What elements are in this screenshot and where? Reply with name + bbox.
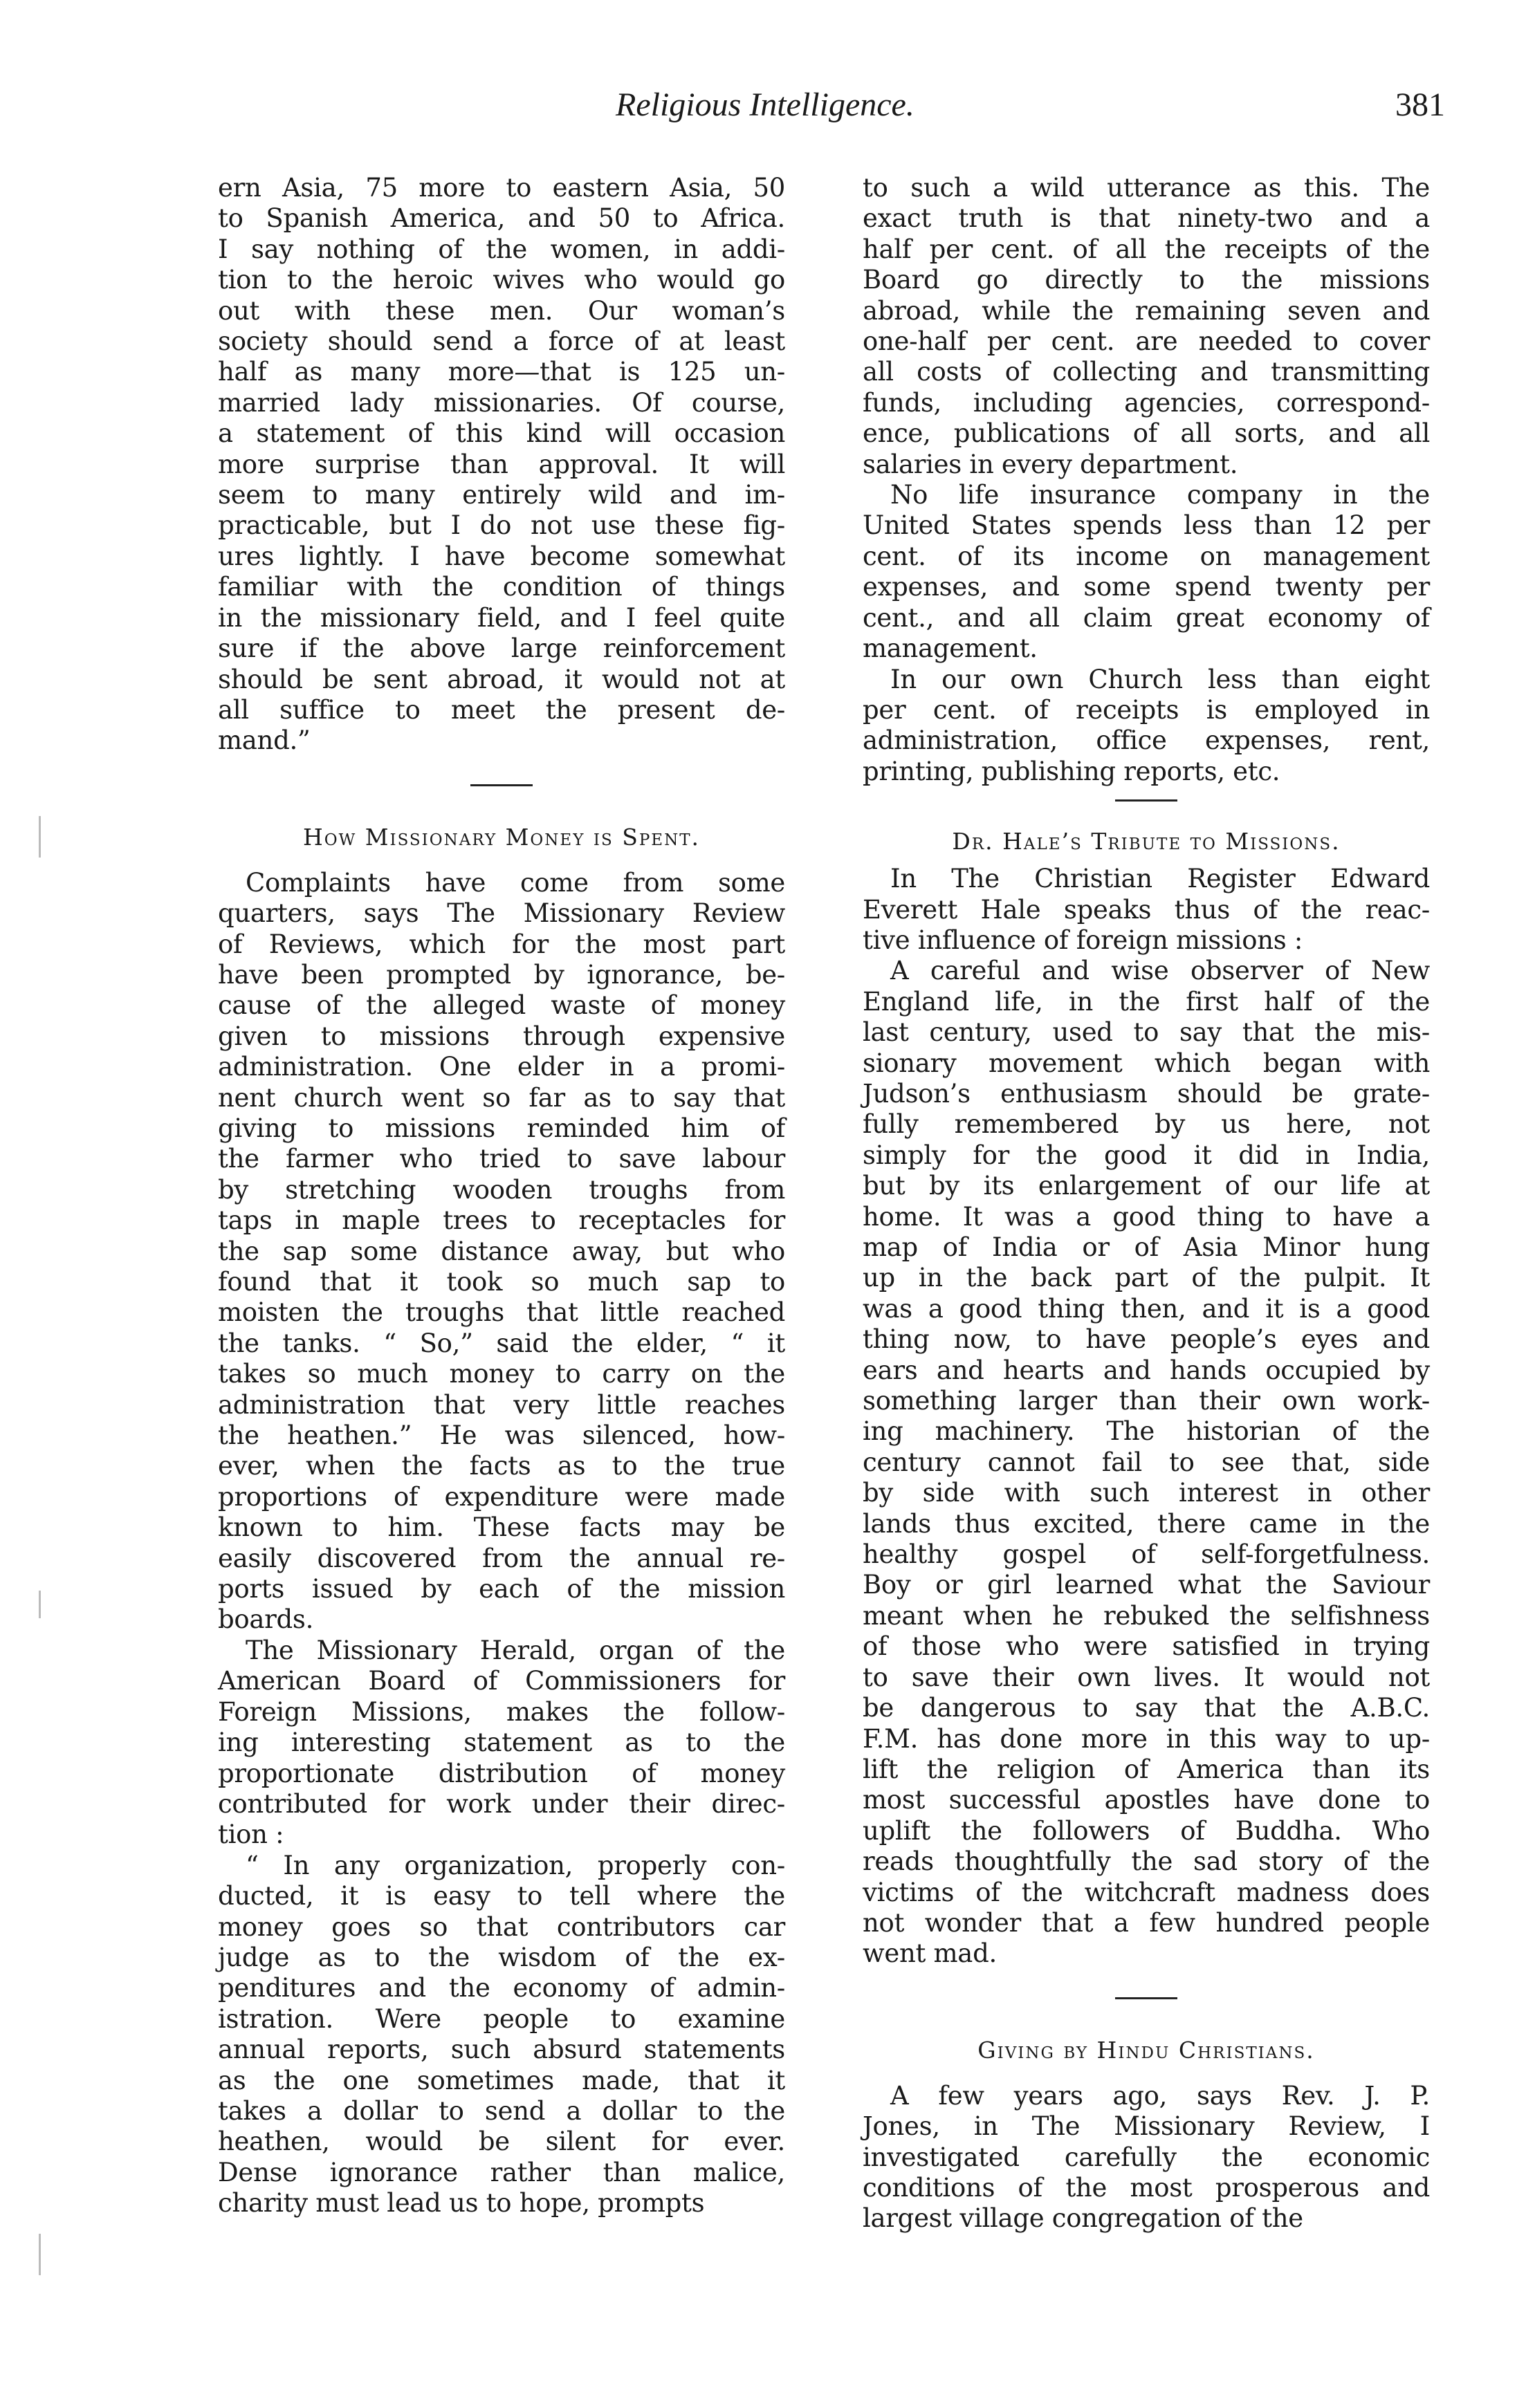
text-line: practicable, but I do not use these fig- xyxy=(218,510,785,541)
text-line: abroad, while the remaining seven and xyxy=(863,295,1430,326)
text-line: salaries in every department. xyxy=(863,449,1238,479)
text-line: I say nothing of the women, in addi- xyxy=(218,234,785,264)
text-line: sure if the above large reinforcement xyxy=(218,633,785,664)
text-line: United States spends less than 12 per xyxy=(863,510,1430,541)
text-line: charity must lead us to hope, prompts xyxy=(218,2188,705,2219)
text-line: tion to the heroic wives who would go xyxy=(218,265,785,295)
text-line: was a good thing then, and it is a good xyxy=(863,1293,1430,1324)
right-column xyxy=(863,173,1430,2234)
text-line: familiar with the condition of things xyxy=(218,572,785,602)
text-line: In our own Church less than eight xyxy=(890,664,1430,694)
page-number: 381 xyxy=(1395,86,1445,123)
text-line: nent church went so far as to say that xyxy=(218,1082,785,1113)
paragraph xyxy=(863,173,1430,480)
text-line: last century, used to say that the mis- xyxy=(863,1017,1430,1048)
text-line: ever, when the facts as to the true xyxy=(218,1451,785,1481)
text-line: ence, publications of all sorts, and all xyxy=(863,418,1430,449)
text-line: istration. Were people to examine xyxy=(218,2003,785,2034)
text-line: the tanks. “ So,” said the elder, “ it xyxy=(218,1328,785,1358)
text-line: conditions of the most prosperous and xyxy=(863,2172,1430,2203)
text-line: exact truth is that ninety-two and a xyxy=(863,203,1430,234)
text-line: be dangerous to say that the A.B.C. xyxy=(863,1693,1430,1723)
section-divider xyxy=(1115,1997,1177,1999)
text-line: penditures and the economy of admin- xyxy=(218,1973,785,2003)
text-line: lift the religion of America than its xyxy=(863,1754,1430,1784)
text-line: ing machinery. The historian of the xyxy=(863,1416,1430,1447)
scan-edge-mark xyxy=(39,816,41,858)
text-line: tive influence of foreign missions : xyxy=(863,925,1303,955)
text-line: of those who were satisfied in trying xyxy=(863,1631,1430,1662)
text-line: simply for the good it did in India, xyxy=(863,1140,1430,1170)
text-line: judge as to the wisdom of the ex- xyxy=(218,1942,785,1972)
text-line: money goes so that contributors car xyxy=(218,1911,785,1942)
text-line: takes a dollar to send a dollar to the xyxy=(218,2095,785,2126)
text-line: ern Asia, 75 more to eastern Asia, 50 xyxy=(218,173,785,203)
text-line: uplift the followers of Buddha. Who xyxy=(863,1815,1430,1846)
text-line: in the missionary field, and I feel quite xyxy=(218,602,785,633)
text-line: found that it took so much sap to xyxy=(218,1267,785,1297)
text-line: cent. of its income on management xyxy=(863,541,1430,571)
text-line: administration, office expenses, rent, xyxy=(863,725,1430,756)
text-line: healthy gospel of self-forgetfulness. xyxy=(863,1539,1430,1570)
text-line: lands thus excited, there came in the xyxy=(863,1508,1430,1539)
text-line: The Missionary Herald, organ of the xyxy=(246,1635,785,1665)
text-line: investigated carefully the economic xyxy=(863,2142,1430,2172)
section-divider xyxy=(470,784,533,786)
text-line: boards. xyxy=(218,1604,314,1635)
text-line: ures lightly. I have become somewhat xyxy=(218,541,785,571)
text-line: mand.” xyxy=(218,725,311,756)
text-line: F.M. has done more in this way to up- xyxy=(863,1723,1430,1754)
text-line: to such a wild utterance as this. The xyxy=(863,173,1430,203)
left-column xyxy=(218,173,785,2219)
text-line: should be sent abroad, it would not at xyxy=(218,664,785,694)
text-line: a statement of this kind will occasion xyxy=(218,418,785,449)
text-line: reads thoughtfully the sad story of the xyxy=(863,1846,1430,1877)
paragraph xyxy=(863,2081,1430,2234)
text-line: American Board of Commissioners for xyxy=(218,1666,785,1696)
text-line: century cannot fail to see that, side xyxy=(863,1447,1430,1477)
text-line: home. It was a good thing to have a xyxy=(863,1201,1430,1232)
text-line: one-half per cent. are needed to cover xyxy=(863,326,1430,357)
text-line: “ In any organization, properly con- xyxy=(246,1850,785,1880)
paragraph xyxy=(218,1636,785,1851)
text-line: half as many more—that is 125 un- xyxy=(218,357,785,387)
text-line: up in the back part of the pulpit. It xyxy=(863,1263,1430,1293)
text-line: easily discovered from the annual re- xyxy=(218,1543,785,1573)
text-line: cent., and all claim great economy of xyxy=(863,602,1430,633)
text-line: out with these men. Our woman’s xyxy=(218,295,785,326)
paragraph xyxy=(863,956,1430,1969)
text-line: A few years ago, says Rev. J. P. xyxy=(890,2080,1430,2111)
text-line: tion : xyxy=(218,1819,284,1850)
paragraph xyxy=(863,864,1430,956)
text-line: proportionate distribution of money xyxy=(218,1758,785,1788)
text-line: largest village congregation of the xyxy=(863,2203,1303,2234)
text-line: have been prompted by ignorance, be- xyxy=(218,959,785,990)
text-line: known to him. These facts may be xyxy=(218,1512,785,1543)
paragraph xyxy=(218,173,785,757)
text-line: all suffice to meet the present de- xyxy=(218,694,785,725)
text-line: half per cent. of all the receipts of the xyxy=(863,234,1430,264)
text-line: by side with such interest in other xyxy=(863,1478,1430,1508)
text-line: printing, publishing reports, etc. xyxy=(863,756,1280,786)
text-line: as the one sometimes made, that it xyxy=(218,2065,785,2095)
text-line: cause of the alleged waste of money xyxy=(218,990,785,1021)
scan-edge-mark xyxy=(39,2234,41,2275)
text-line: ducted, it is easy to tell where the xyxy=(218,1881,785,1911)
text-line: victims of the witchcraft madness does xyxy=(863,1877,1430,1907)
section-heading: How Missionary Money is Spent. xyxy=(302,823,701,851)
text-line: not wonder that a few hundred people xyxy=(863,1907,1430,1938)
text-line: Jones, in The Missionary Review, I xyxy=(863,2111,1430,2142)
text-line: society should send a force of at least xyxy=(218,326,785,357)
text-line: per cent. of receipts is employed in xyxy=(863,694,1430,725)
text-line: but by its enlargement of our life at xyxy=(863,1171,1430,1201)
text-line: to save their own lives. It would not xyxy=(863,1662,1430,1692)
paragraph xyxy=(863,480,1430,664)
text-line: the heathen.” He was silenced, how- xyxy=(218,1420,785,1451)
text-line: all costs of collecting and transmitting xyxy=(863,357,1430,387)
text-line: meant when he rebuked the selfishness xyxy=(863,1600,1430,1631)
scan-edge-mark xyxy=(39,1591,41,1618)
text-line: sionary movement which began with xyxy=(863,1048,1430,1078)
text-line: ears and hearts and hands occupied by xyxy=(863,1355,1430,1385)
text-line: given to missions through expensive xyxy=(218,1021,785,1051)
text-line: fully remembered by us here, not xyxy=(863,1109,1430,1140)
text-line: England life, in the first half of the xyxy=(863,986,1430,1017)
text-line: In The Christian Register Edward xyxy=(890,864,1430,894)
text-line: thing now, to have people’s eyes and xyxy=(863,1324,1430,1355)
text-line: went mad. xyxy=(863,1938,997,1969)
text-line: moisten the troughs that little reached xyxy=(218,1297,785,1328)
text-line: giving to missions reminded him of xyxy=(218,1113,785,1143)
text-line: most successful apostles have done to xyxy=(863,1785,1430,1815)
text-line: annual reports, such absurd statements xyxy=(218,2035,785,2065)
text-line: of Reviews, which for the most part xyxy=(218,929,785,959)
text-line: Foreign Missions, makes the follow- xyxy=(218,1696,785,1727)
text-line: takes so much money to carry on the xyxy=(218,1359,785,1389)
text-line: Boy or girl learned what the Saviour xyxy=(863,1570,1430,1600)
text-line: A careful and wise observer of New xyxy=(890,956,1430,986)
text-line: to Spanish America, and 50 to Africa. xyxy=(218,203,785,234)
text-line: contributed for work under their direc- xyxy=(218,1788,785,1819)
text-line: funds, including agencies, correspond- xyxy=(863,387,1430,418)
page-header xyxy=(214,86,1445,141)
text-line: more surprise than approval. It will xyxy=(218,449,785,479)
text-line: ports issued by each of the mission xyxy=(218,1574,785,1604)
text-line: quarters, says The Missionary Review xyxy=(218,898,785,929)
text-line: taps in maple trees to receptacles for xyxy=(218,1205,785,1236)
text-line: administration. One elder in a promi- xyxy=(218,1052,785,1082)
text-line: Judson’s enthusiasm should be grate- xyxy=(863,1078,1430,1109)
text-line: proportions of expenditure were made xyxy=(218,1481,785,1512)
text-line: expenses, and some spend twenty per xyxy=(863,572,1430,602)
text-line: administration that very little reaches xyxy=(218,1389,785,1420)
section-heading: Dr. Hale’s Tribute to Missions. xyxy=(952,828,1341,855)
text-line: by stretching wooden troughs from xyxy=(218,1174,785,1205)
section-divider xyxy=(1115,799,1177,802)
text-line: seem to many entirely wild and im- xyxy=(218,480,785,510)
text-line: Board go directly to the missions xyxy=(863,265,1430,295)
paragraph xyxy=(218,1851,785,2219)
section-heading: Giving by Hindu Christians. xyxy=(977,2036,1315,2064)
text-line: Dense ignorance rather than malice, xyxy=(218,2157,785,2187)
text-line: Everett Hale speaks thus of the reac- xyxy=(863,894,1430,925)
running-title: Religious Intelligence. xyxy=(616,86,914,123)
text-line: married lady missionaries. Of course, xyxy=(218,387,785,418)
text-line: something larger than their own work- xyxy=(863,1386,1430,1416)
text-line: management. xyxy=(863,633,1038,664)
text-line: the sap some distance away, but who xyxy=(218,1236,785,1266)
text-line: Complaints have come from some xyxy=(246,867,785,898)
paragraph xyxy=(863,665,1430,788)
text-line: No life insurance company in the xyxy=(890,480,1430,510)
text-line: the farmer who tried to save labour xyxy=(218,1144,785,1174)
text-line: ing interesting statement as to the xyxy=(218,1728,785,1758)
text-line: map of India or of Asia Minor hung xyxy=(863,1232,1430,1262)
text-line: heathen, would be silent for ever. xyxy=(218,2127,785,2157)
paragraph xyxy=(218,868,785,1636)
